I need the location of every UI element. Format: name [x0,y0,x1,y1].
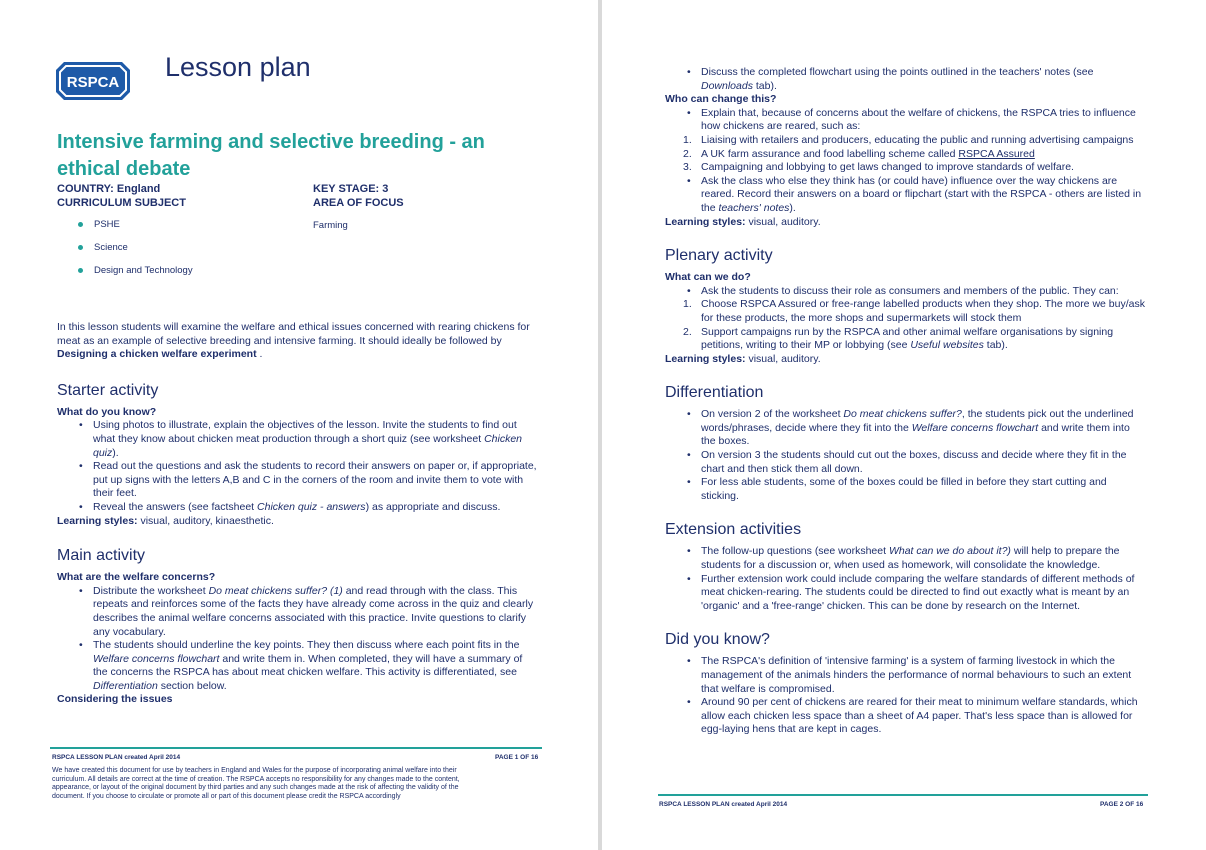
plenary-question: What can we do? [665,271,751,284]
plenary-learning-styles: Learning styles: visual, auditory. [665,352,821,365]
subject-item: PSHE [78,219,193,242]
intro-paragraph: In this lesson students will examine the welfare and ethical issues concerned with rearing chickens for meat as an example of selective breeding and intensive farming. It should ideally be followed by Designing a chicken welfare experiment . [57,321,530,361]
rspca-assured-link[interactable]: RSPCA Assured [958,147,1035,160]
bullet-dot [78,222,83,227]
list-item: • Read out the questions and ask the students to record their answers on paper or, if appropriate, put up signs with the letters A,B and C in the corners of the room and invite them to vote with their feet. [79,460,537,500]
curriculum-label: CURRICULUM SUBJECT [57,197,186,209]
who-list-2 [665,175,1147,216]
who-learning-styles: Learning styles: visual, auditory. [665,215,821,228]
list-item: • The students should underline the key points. They then discuss where each point fits in the Welfare concerns flowchart and write them in. When completed, they will have a summary of the concerns the RSPCA has about meat chicken welfare. This activity is differentiated, see Differentiation section below. [79,639,523,692]
footer-left: RSPCA LESSON PLAN created April 2014 [52,754,181,761]
plenary-list [665,285,1147,299]
subject-item: Design and Technology [78,265,193,288]
list-item: • Reveal the answers (see factsheet Chicken quiz - answers) as appropriate and discuss. [79,500,501,513]
footer-rule [658,794,1148,796]
did-you-know-list [665,655,1147,737]
footer-rule [50,747,542,749]
svg-text:RSPCA: RSPCA [66,74,120,91]
list-item: • The RSPCA's definition of 'intensive farming' is a system of farming livestock in which the management of the animals hinders the performance of normal behaviours to such an extent that welfare is compromised. [687,655,1132,695]
subject-item: Science [78,242,193,265]
list-item: • On version 3 the students should cut out the boxes, discuss and decide where they fit in the chart and then stick them all down. [687,449,1127,475]
list-item: • Explain that, because of concerns about the welfare of chickens, the RSPCA tries to influence how chickens are reared, such as: [687,106,1136,133]
bullet-dot [78,268,83,273]
considering-heading: Considering the issues [57,693,173,706]
main-question: What are the welfare concerns? [57,571,216,584]
differentiation-list [665,408,1147,503]
main-heading: Main activity [57,547,146,565]
list-item: • Distribute the worksheet Do meat chickens suffer? (1) and read through with the class. This repeats and reinforces some of the facts they have already come across in the quiz and clearly describes the animal welfare concerns associated with this practice. Invite questions to clarify any vocabulary. [79,584,534,638]
key-stage-label: KEY STAGE: 3 [313,183,389,195]
area-of-focus-label: AREA OF FOCUS [313,197,404,209]
list-item: • For less able students, some of the boxes could be filled in before they start cutting and sticking. [687,476,1107,502]
list-item: • Ask the class who else they think has (or could have) influence over the way chickens are reared. Record their answers on a board or flipchart (start with the RSPCA - others are listed in the teachers' notes). [687,174,1142,214]
country-label: COUNTRY: England [57,183,161,195]
did-you-know-heading: Did you know? [665,631,770,649]
page-2-body [665,66,1147,737]
list-item: 2. Support campaigns run by the RSPCA and other animal welfare organisations by signing petitions, writing to their MP or lobbying (see Useful websites tab). [683,325,1114,352]
list-item: • Using photos to illustrate, explain the objectives of the lesson. Invite the students to find out what they know about chicken meat production through a short quiz (see worksheet Chicken quiz). [79,419,522,459]
list-item: • Discuss the completed flowchart using the points outlined in the teachers' notes (see Downloads tab). [687,66,1094,92]
focus-area: Farming [313,220,348,231]
starter-list [57,419,537,514]
who-list [665,107,1147,134]
footer-left: RSPCA LESSON PLAN created April 2014 [659,801,788,808]
list-item: 2. A UK farm assurance and food labelling scheme called RSPCA Assured [683,147,1035,160]
list-item: 3. Campaigning and lobbying to get laws changed to improve standards of welfare. [683,161,1074,174]
page-2 [602,0,1206,850]
bullet-dot [78,245,83,250]
main-list [57,585,537,694]
who-heading: Who can change this? [665,93,777,106]
extension-heading: Extension activities [665,521,802,539]
starter-learning-styles: Learning styles: visual, auditory, kinaesthetic. [57,514,274,527]
list-item: • Further extension work could include comparing the welfare standards of different methods of meat chicken-rearing. The students could be directed to find out exactly what is meant by an 'organic' and a 'free-range' chicken. This can be done by research on the Internet. [687,572,1135,612]
differentiation-heading: Differentiation [665,384,764,402]
list-item: • On version 2 of the worksheet Do meat chickens suffer?, the students pick out the underlined words/phrases, decide where they fit into the Welfare concerns flowchart and write them into the boxes. [687,408,1134,448]
flowchart-list [665,66,1147,93]
plenary-numbered-list [665,298,1147,352]
list-item: • The follow-up questions (see worksheet What can we do about it?) will help to prepare the students for a discussion or, when used as homework, will consolidate the knowledge. [687,545,1120,572]
page-number: PAGE 2 OF 16 [1100,801,1144,808]
starter-question: What do you know? [57,405,157,418]
rspca-logo [54,60,132,102]
disclaimer: We have created this document for use by teachers in England and Wales for the purpose of incorporating animal welfare into their curriculum. All details are correct at the time of creation. The RSPCA accepts no responsibility for any changes made to the content, appearance, or layout of the original document by third parties and any such changes made at the risk of affecting the validity of the document. If you choose to circulate or promote all or part of this document please credit the RSPCA accordingly [52,767,460,800]
page-number: PAGE 1 OF 16 [495,754,539,761]
who-numbered-list [665,134,1147,175]
list-item: 1. Choose RSPCA Assured or free-range labelled products when they shop. The more we buy/ask for these products, the more shops and supermarkets will stock them [683,298,1145,324]
list-item: • Ask the students to discuss their role as consumers and members of the public. They can: [687,284,1119,297]
extension-list [665,545,1147,613]
follow-up-lesson-link[interactable]: Designing a chicken welfare experiment [57,348,257,361]
page-title: Lesson plan [165,52,311,82]
page-1-body [57,321,537,707]
lesson-subtitle: Intensive farming and selective breeding - an ethical debate [57,131,485,180]
plenary-heading: Plenary activity [665,247,773,265]
subject-list [78,219,193,288]
list-item: • Around 90 per cent of chickens are reared for their meat to minimum welfare standards, which allow each chicken less space than a sheet of A4 paper. That's less space than is allowed for egg-laying hens that are kept in cages. [687,696,1138,736]
starter-heading: Starter activity [57,381,159,399]
page-1 [0,0,598,850]
list-item: 1. Liaising with retailers and producers, educating the public and running advertising campaigns [683,133,1134,146]
